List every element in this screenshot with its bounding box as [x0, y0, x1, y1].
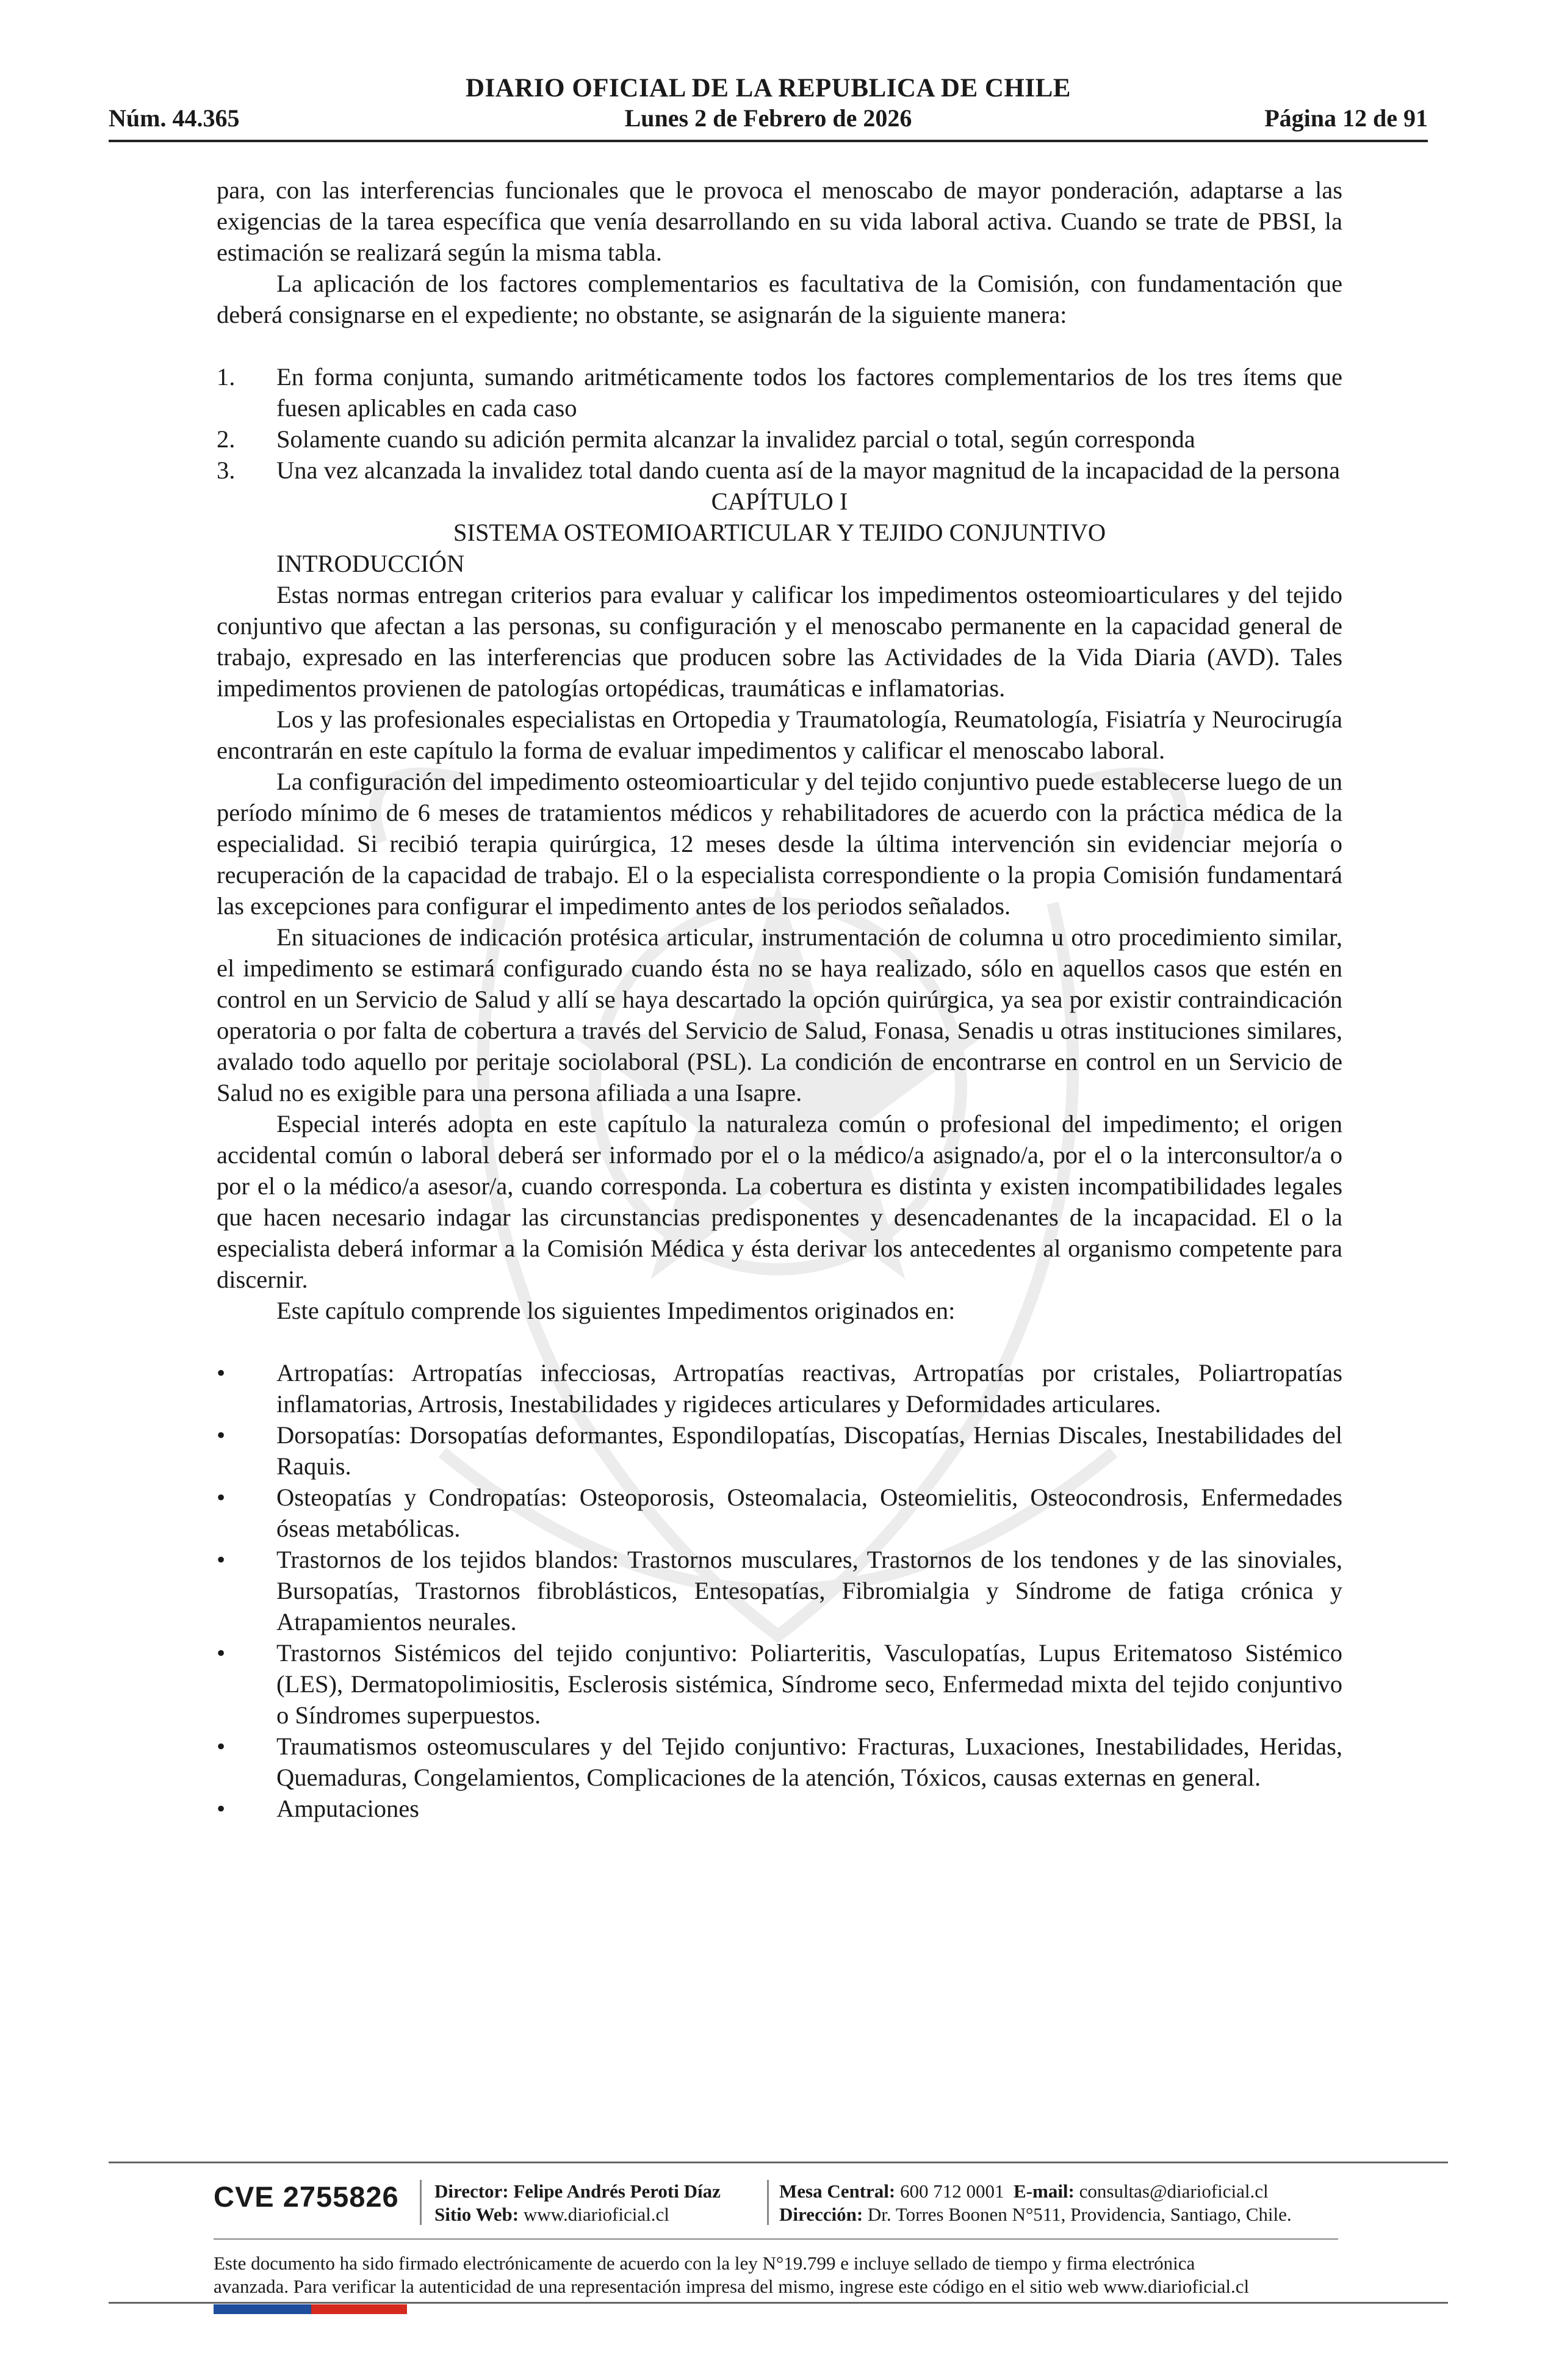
- list-item: • Artropatías: Artropatías infecciosas, Artropatías reactivas, Artropatías por cristales, Poliartropatías inflamatorias, Artrosis, Inestabilidades y rigideces articulares y Deformidades articulares.: [217, 1359, 1342, 1418]
- paragraph: para, con las interferencias funcionales que le provoca el menoscabo de mayor ponderación, adaptarse a las exigencias de la tarea específica que venía desarrollando en su vida laboral activa. Cuando se trate de PBSI, la estimación se realizará según la misma tabla.: [217, 176, 1342, 266]
- paragraph: Este capítulo comprende los siguientes Impedimentos originados en:: [276, 1297, 956, 1324]
- list-item: • Osteopatías y Condropatías: Osteoporosis, Osteomalacia, Osteomielitis, Osteocondrosis, Enfermedades óseas metabólicas.: [217, 1484, 1342, 1542]
- paragraph: En situaciones de indicación protésica articular, instrumentación de columna u otro procedimiento similar, el impedimento se estimará configurado cuando ésta no se haya realizado, sólo en aquellos casos que estén en control en un Servicio de Salud y allí se haya descartado la opción quirúrgica, ya sea por existir contraindicación operatoria o por falta de cobertura a través del Servicio de Salud, Fonasa, Senadis u otras instituciones similares, avalado todo aquello por peritaje sociolaboral (PSL). La condición de encontrarse en control en un Servicio de Salud no es exigible para una persona afiliada a una Isapre.: [217, 923, 1342, 1106]
- legal-line: avanzada. Para verificar la autenticidad de una representación impresa del mismo, ingrese este código en el sitio web www.diarioficial.cl: [214, 2276, 1250, 2297]
- paragraph: La aplicación de los factores complementarios es facultativa de la Comisión, con fundamentación que deberá consignarse en el expediente; no obstante, se asignarán de la siguiente manera:: [217, 270, 1342, 328]
- address-label: Dirección:: [779, 2204, 863, 2225]
- header-divider: [109, 140, 1428, 142]
- flag-stripe-blue: [214, 2304, 311, 2314]
- paragraph: Estas normas entregan criterios para evaluar y calificar los impedimentos osteomioarticulares y del tejido conjuntivo que afectan a las personas, su configuración y el menoscabo permanente en la capacidad general de trabajo, expresado en las interferencias que producen sobre las Actividades de la Vida Diaria (AVD). Tales impedimentos provienen de patologías ortopédicas, traumáticas e inflamatorias.: [217, 581, 1342, 702]
- list-item: • Amputaciones: [217, 1795, 419, 1822]
- cve-code: CVE 2755826: [214, 2180, 399, 2213]
- list-item: 3. Una vez alcanzada la invalidez total dando cuenta así de la mayor magnitud de la incapacidad de la persona: [217, 456, 1340, 484]
- footer-divider: [214, 2238, 1338, 2240]
- footer-separator: [420, 2180, 422, 2225]
- mesa-label: Mesa Central:: [779, 2180, 896, 2202]
- section-heading: INTRODUCCIÓN: [276, 550, 465, 577]
- legal-notice: [214, 2252, 1349, 2298]
- email-label: E-mail:: [1014, 2180, 1075, 2202]
- footer-divider: [109, 2302, 1448, 2304]
- footer-director-block: [434, 2180, 721, 2226]
- list-item: • Dorsopatías: Dorsopatías deformantes, Espondilopatías, Discopatías, Hernias Discales, Inestabilidades del Raquis.: [217, 1421, 1342, 1480]
- numbered-list: [217, 361, 1342, 486]
- list-item: • Trastornos Sistémicos del tejido conjuntivo: Poliarteritis, Vasculopatías, Lupus Eritematoso Sistémico (LES), Dermatopolimiositis, Esclerosis sistémica, Síndrome seco, Enfermedad mixta del tejido conjuntivo o Síndromes superpuestos.: [217, 1639, 1342, 1729]
- flag-stripe-red: [311, 2304, 407, 2314]
- list-item: • Traumatismos osteomusculares y del Tejido conjuntivo: Fracturas, Luxaciones, Inestabilidades, Heridas, Quemaduras, Congelamientos, Complicaciones de la atención, Tóxicos, causas externas en general.: [217, 1733, 1342, 1791]
- director-label: Director:: [434, 2180, 509, 2202]
- paragraph: Especial interés adopta en este capítulo la naturaleza común o profesional del impedimento; el origen accidental común o laboral deberá ser informado por el o la médico/a asignado/a, por el o la interconsultor/a o por el o la médico/a asesor/a, cuando corresponda. La cobertura es distinta y existen incompatibilidades legales que hacen necesario indagar las circunstancias predisponentes y desencadenantes de la incapacidad. El o la especialista deberá informar a la Comisión Médica y ésta derivar los antecedentes al organismo competente para discernir.: [217, 1110, 1342, 1293]
- page-header: [109, 72, 1428, 145]
- legal-line: Este documento ha sido firmado electrónicamente de acuerdo con la ley N°19.799 e incluye sellado de tiempo y firma electrónica: [214, 2252, 1195, 2274]
- site-label: Sitio Web:: [434, 2204, 519, 2225]
- mesa-phone: 600 712 0001: [900, 2180, 1004, 2202]
- chapter-heading: CAPÍTULO I: [711, 488, 848, 515]
- document-body: [217, 175, 1342, 1824]
- list-item: • Trastornos de los tejidos blandos: Trastornos musculares, Trastornos de los tendones y de las sinoviales, Bursopatías, Trastornos fibroblásticos, Entesopatías, Fibromialgia y Síndrome de fatiga crónica y Atrapamientos neurales.: [217, 1546, 1342, 1635]
- bullet-list: [217, 1357, 1342, 1824]
- paragraph: La configuración del impedimento osteomioarticular y del tejido conjuntivo puede establecerse luego de un período mínimo de 6 meses de tratamientos médicos y rehabilitadores de acuerdo con la práctica médica de la especialidad. Si recibió terapia quirúrgica, 12 meses desde la última intervención sin evidenciar mejoría o recuperación de la capacidad de trabajo. El o la especialista correspondiente o la propia Comisión fundamentará las excepciones para configurar el impedimento antes de los periodos señalados.: [217, 768, 1342, 920]
- footer-separator: [767, 2180, 769, 2225]
- issue-date: Lunes 2 de Febrero de 2026: [624, 104, 912, 132]
- chapter-subheading: SISTEMA OSTEOMIOARTICULAR Y TEJIDO CONJUNTIVO: [453, 519, 1106, 546]
- address-value: Dr. Torres Boonen N°511, Providencia, Santiago, Chile.: [867, 2204, 1292, 2225]
- footer-contact-block: [779, 2180, 1292, 2226]
- newspaper-title: DIARIO OFICIAL DE LA REPUBLICA DE CHILE: [466, 74, 1071, 103]
- email-link[interactable]: consultas@diarioficial.cl: [1079, 2180, 1269, 2202]
- page-number: Página 12 de 91: [1264, 104, 1428, 132]
- director-name: Felipe Andrés Peroti Díaz: [513, 2180, 721, 2202]
- list-item: 1. En forma conjunta, sumando aritméticamente todos los factores complementarios de los tres ítems que fuesen aplicables en cada caso: [217, 363, 1342, 422]
- footer-divider: [109, 2162, 1448, 2163]
- list-item: 2. Solamente cuando su adición permita alcanzar la invalidez parcial o total, según corresponda: [217, 425, 1195, 453]
- site-link[interactable]: www.diarioficial.cl: [523, 2204, 669, 2225]
- paragraph: Los y las profesionales especialistas en Ortopedia y Traumatología, Reumatología, Fisiatría y Neurocirugía encontrarán en este capítulo la forma de evaluar impedimentos y calificar el menoscabo laboral.: [217, 705, 1342, 764]
- issue-number: Núm. 44.365: [109, 104, 240, 132]
